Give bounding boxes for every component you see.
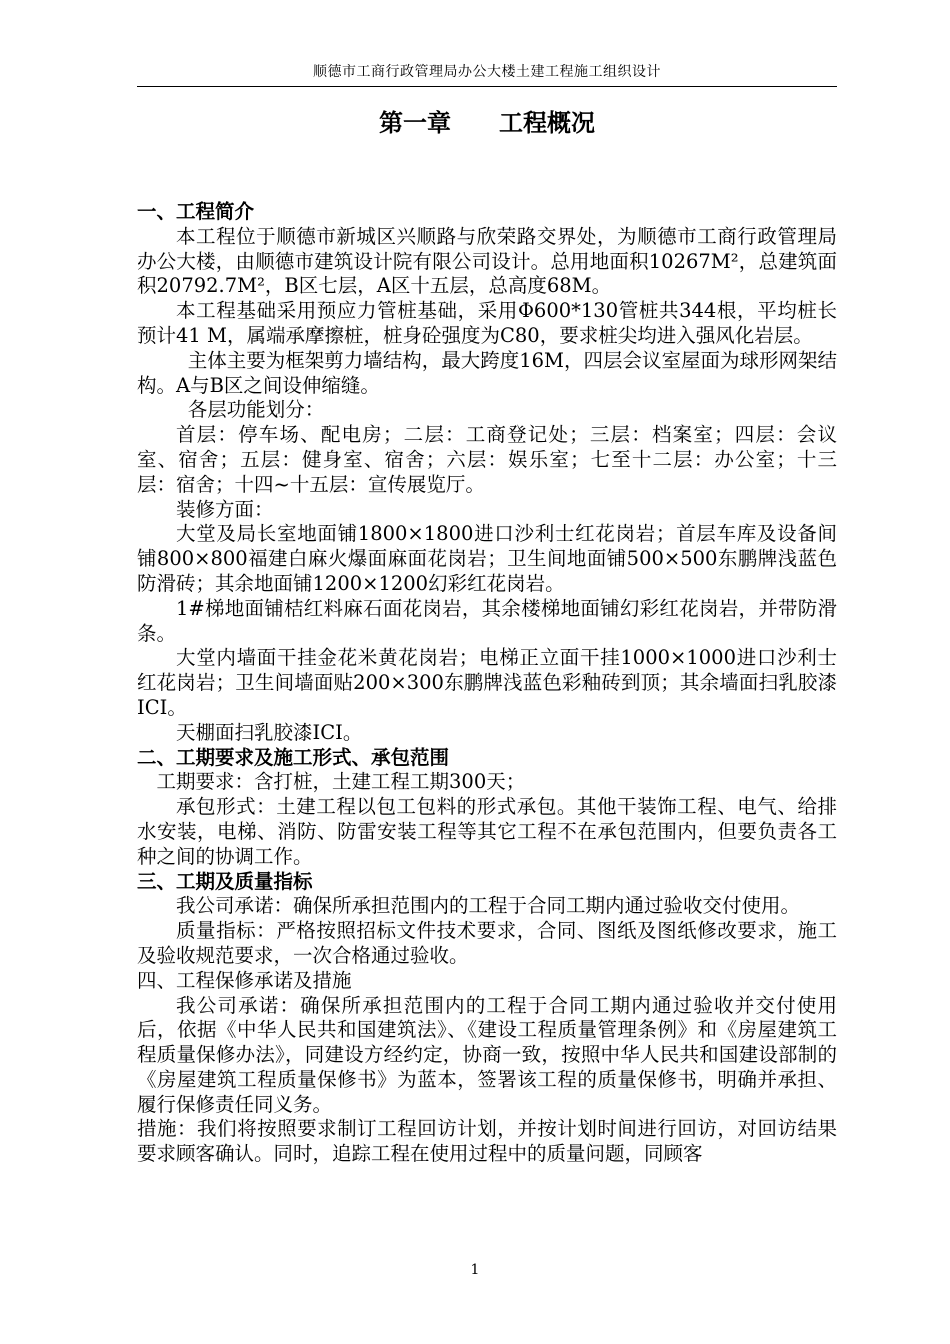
paragraph: 1#梯地面铺桔红料麻石面花岗岩，其余楼梯地面铺幻彩红花岗岩，并带防滑条。: [137, 596, 837, 645]
paragraph: 大堂内墙面干挂金花米黄花岗岩；电梯正立面干挂1000×1000进口沙利士红花岗岩；卫生间墙面贴200×300东鹏牌浅蓝色彩釉砖到顶；其余墙面扫乳胶漆ICI。: [137, 646, 837, 719]
document-body: [137, 200, 837, 1167]
page-header: 顺德市工商行政管理局办公大楼土建工程施工组织设计: [313, 64, 661, 80]
section-heading-3: 三、工期及质量指标: [137, 869, 313, 893]
paragraph: 工期要求：含打桩，土建工程工期300天；: [156, 770, 526, 794]
section-heading-2: 二、工期要求及施工形式、承包范围: [137, 745, 450, 769]
paragraph: 承包形式：土建工程以包工包料的形式承包。其他干装饰工程、电气、给排水安装，电梯、消防、防雷安装工程等其它工程不在承包范围内，但要负责各工种之间的协调工作。: [137, 795, 837, 868]
page-number: 1: [470, 1262, 480, 1278]
paragraph: 天棚面扫乳胶漆ICI。: [176, 720, 363, 744]
paragraph: 各层功能划分：: [187, 398, 325, 422]
paragraph: 本工程位于顺德市新城区兴顺路与欣荣路交界处，为顺德市工商行政管理局办公大楼，由顺德市建筑设计院有限公司设计。总用地面积10267M²，总建筑面积20792.7M²，B区七层，A区十五层，总高度68M。: [137, 224, 837, 298]
paragraph: 质量指标：严格按照招标文件技术要求，合同、图纸及图纸修改要求，施工及验收规范要求，一次合格通过验收。: [137, 919, 837, 967]
paragraph: 大堂及局长室地面铺1800×1800进口沙利士红花岗岩；首层车库及设备间铺800×800福建白麻火爆面麻面花岗岩；卫生间地面铺500×500东鹏牌浅蓝色防滑砖；其余地面铺1200×1200幻彩红花岗岩。: [137, 522, 837, 595]
section-heading-1: 一、工程简介: [137, 200, 255, 223]
chapter-title: 第一章 工程概况: [379, 108, 595, 137]
section-heading-4: 四、工程保修承诺及措施: [137, 968, 352, 992]
paragraph: 措施：我们将按照要求制订工程回访计划，并按计划时间进行回访，对回访结果要求顾客确认。同时，追踪工程在使用过程中的质量问题，同顾客: [137, 1117, 837, 1166]
paragraph: 我公司承诺：确保所承担范围内的工程于合同工期内通过验收并交付使用后，依据《中华人民共和国建筑法》、《建设工程质量管理条例》和《房屋建筑工程质量保修办法》，同建设方经约定，协商一致，按照中华人民共和国建设部制的《房屋建筑工程质量保修书》为蓝本，签署该工程的质量保修书，明确并承担、履行保修责任同义务。: [137, 993, 837, 1116]
paragraph: 装修方面：: [176, 497, 274, 521]
paragraph: 主体主要为框架剪力墙结构，最大跨度16M，四层会议室屋面为球形网架结构。A与B区之间设伸缩缝。: [137, 348, 837, 397]
paragraph: 我公司承诺：确保所承担范围内的工程于合同工期内通过验收交付使用。: [176, 894, 801, 918]
header-rule: [137, 86, 837, 87]
paragraph: 本工程基础采用预应力管桩基础，采用Φ600*130管桩共344根，平均桩长预计41 M，属端承摩擦桩，桩身砼强度为C80，要求桩尖均进入强风化岩层。: [137, 299, 837, 347]
paragraph: 首层：停车场、配电房；二层：工商登记处；三层：档案室；四层：会议室、宿舍；五层：健身室、宿舍；六层：娱乐室；七至十二层：办公室；十三层：宿舍；十四~十五层：宣传展览厅。: [137, 423, 837, 496]
